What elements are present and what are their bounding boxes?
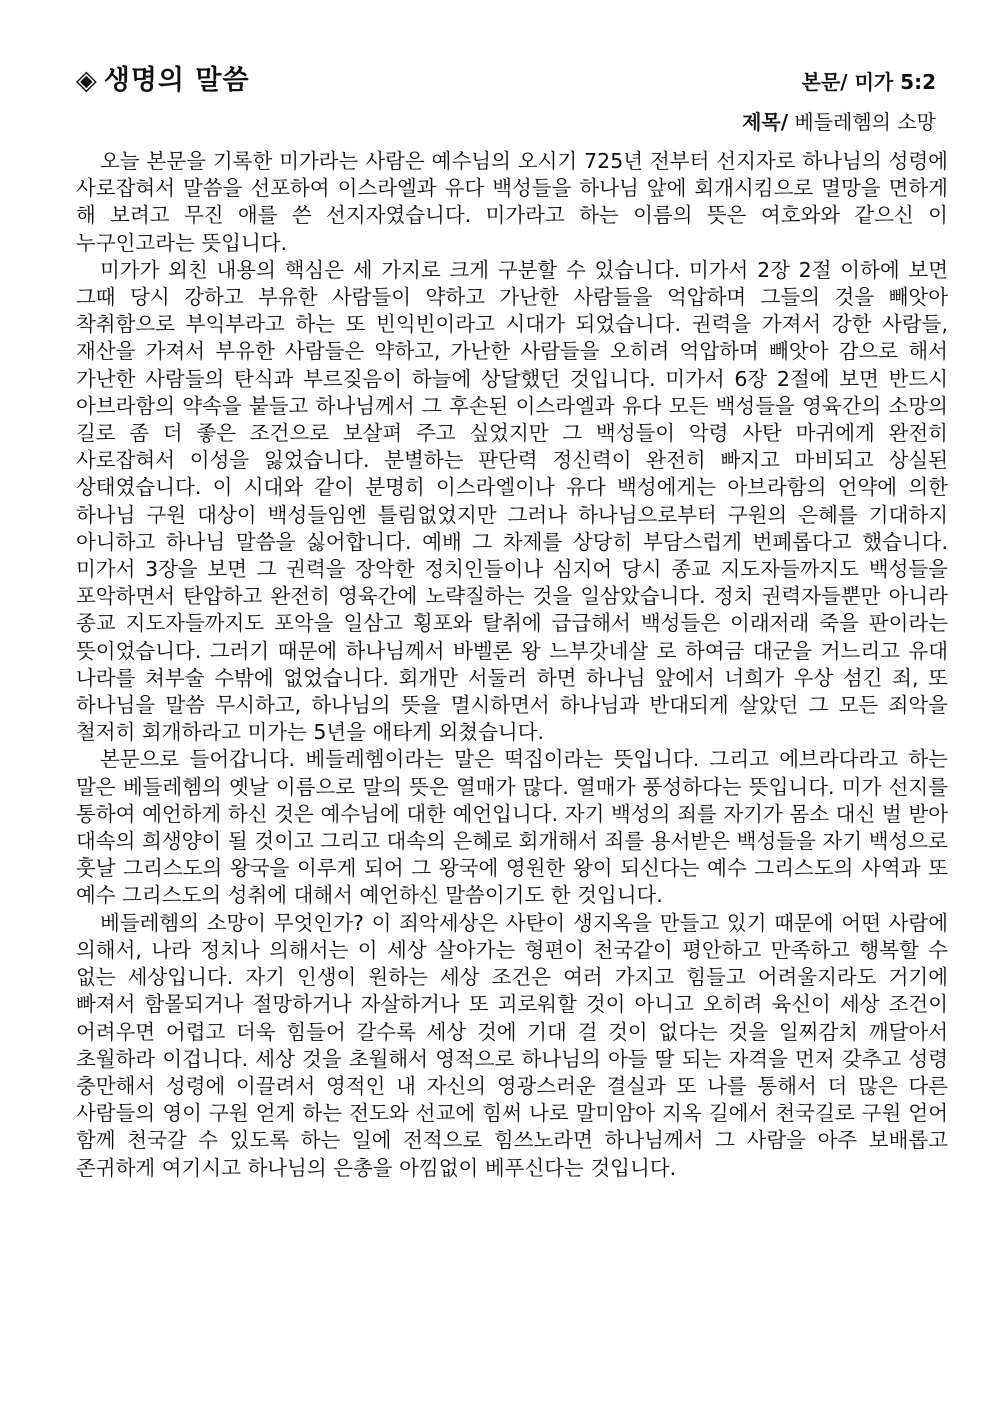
- section-title-text: 생명의 말씀: [103, 65, 250, 96]
- subject-label: 제목/: [742, 110, 789, 134]
- paragraph-3: 본문으로 들어갑니다. 베들레헴이라는 말은 떡집이라는 뜻입니다. 그리고 에브라다라고 하는 말은 베들레헴의 옛날 이름으로 말의 뜻은 열매가 많다. 열매가 풍성하다는 뜻입니다. 미가 선지를 통하여 예언하게 하신 것은 예수님에 대한 예언입니다. 자기 백성의 죄를 자기가 몸소 대신 벌 받아 대속의 희생양이 될 것이고 그리고 대속의 은혜로 회개해서 죄를 용서받은 백성들을 자기 백성으로 훗날 그리스도의 왕국을 이루게 되어 그 왕국에 영원한 왕이 되신다는 예수 그리스도의 사역과 또 예수 그리스도의 성취에 대해서 예언하신 말씀이기도 한 것입니다.: [76, 747, 948, 908]
- paragraph-4: 베들레헴의 소망이 무엇인가? 이 죄악세상은 사탄이 생지옥을 만들고 있기 때문에 어떤 사람에 의해서, 나라 정치나 의해서는 이 세상 살아가는 형편이 천국같이 평안하고 만족하고 행복할 수 없는 세상입니다. 자기 인생이 원하는 세상 조건은 여러 가지고 힘들고 어려울지라도 거기에 빠져서 함몰되거나 절망하거나 자살하거나 또 괴로워할 것이 아니고 오히려 육신이 세상 조건이 어려우면 어렵고 더욱 힘들어 갈수록 세상 것에 기대 걸 것이 없다는 것을 일찌감치 깨달아서 초월하라 이겁니다. 세상 것을 초월해서 영적으로 하나님의 아들 딸 되는 자격을 먼저 갖추고 성령 충만해서 성령에 이끌려서 영적인 내 자신의 영광스러운 결실과 또 나를 통해서 더 많은 다른 사람들의 영이 구원 얻게 하는 전도와 선교에 힘써 나로 말미암아 지옥 길에서 천국길로 구원 얻어 함께 천국갈 수 있도록 하는 일에 전적으로 힘쓰노라면 하나님께서 그 사람을 아주 보배롭고 존귀하게 여기시고 하나님의 은총을 아낌없이 베푸신다는 것입니다.: [76, 910, 948, 1180]
- sermon-subject: [742, 106, 936, 135]
- section-title: [76, 58, 250, 97]
- subject-value: 베들레헴의 소망: [794, 110, 936, 134]
- paragraph-2: 미가가 외친 내용의 핵심은 세 가지로 크게 구분할 수 있습니다. 미가서 2장 2절 이하에 보면 그때 당시 강하고 부유한 사람들이 약하고 가난한 사람들을 억압하며 그들의 것을 빼앗아 착취함으로 부익부라고 하는 또 빈익빈이라고 시대가 되었습니다. 권력을 가져서 강한 사람들, 재산을 가져서 부유한 사람들은 약하고, 가난한 사람들을 오히려 억압하며 빼앗아 감으로 해서 가난한 사람들의 탄식과 부르짖음이 하늘에 상달했던 것입니다. 미가서 6장 2절에 보면 반드시 아브라함의 약속을 붙들고 하나님께서 그 후손된 이스라엘과 유다 모든 백성들을 영육간의 소망의 길로 좀 더 좋은 조건으로 보살펴 주고 싶었지만 그 백성들이 악령 사탄 마귀에게 완전히 사로잡혀서 이성을 잃었습니다. 분별하는 판단력 정신력이 완전히 빠지고 마비되고 상실된 상태였습니다. 이 시대와 같이 분명히 이스라엘이나 유다 백성에게는 아브라함의 언약에 의한 하나님 구원 대상이 백성들임엔 틀림없었지만 그러나 하나님으로부터 구원의 은혜를 기대하지 아니하고 하나님 말씀을 싫어합니다. 예배 그 차제를 상당히 부담스럽게 번폐롭다고 했습니다. 미가서 3장을 보면 그 권력을 장악한 정치인들이나 심지어 당시 종교 지도자들까지도 백성들을 포악하면서 탄압하고 완전히 영육간에 노략질하는 것을 일삼았습니다. 정치 권력자들뿐만 아니라 종교 지도자들까지도 포악을 일삼고 횡포와 탈취에 급급해서 백성들은 이래저래 죽을 판이라는 뜻이었습니다. 그러기 때문에 하나님께서 바벨론 왕 느부갓네살 로 하여금 대군을 거느리고 유대 나라를 쳐부술 수밖에 없었습니다. 회개만 서둘러 하면 하나님 앞에서 너희가 우상 섬긴 죄, 또 하나님을 말씀 무시하고, 하나님의 뜻을 멸시하면서 하나님과 반대되게 살았던 그 모든 죄악을 철저히 회개하라고 미가는 5년을 애타게 외쳤습니다.: [76, 257, 948, 745]
- reference-value: 미가 5:2: [854, 70, 936, 94]
- reference-label: 본문/: [801, 70, 848, 94]
- paragraph-1: 오늘 본문을 기록한 미가라는 사람은 예수님의 오시기 725년 전부터 선지자로 하나님의 성령에 사로잡혀서 말씀을 선포하여 이스라엘과 유다 백성들을 하나님 앞에 회개시킴으로 멸망을 면하게 해 보려고 무진 애를 쓴 선지자였습니다. 미가라고 하는 이름의 뜻은 여호와와 같으신 이 누구인고라는 뜻입니다.: [76, 149, 948, 255]
- scripture-reference: [802, 66, 936, 95]
- sermon-body: [76, 148, 948, 1182]
- diamond-bullet-icon: ◈: [76, 65, 98, 96]
